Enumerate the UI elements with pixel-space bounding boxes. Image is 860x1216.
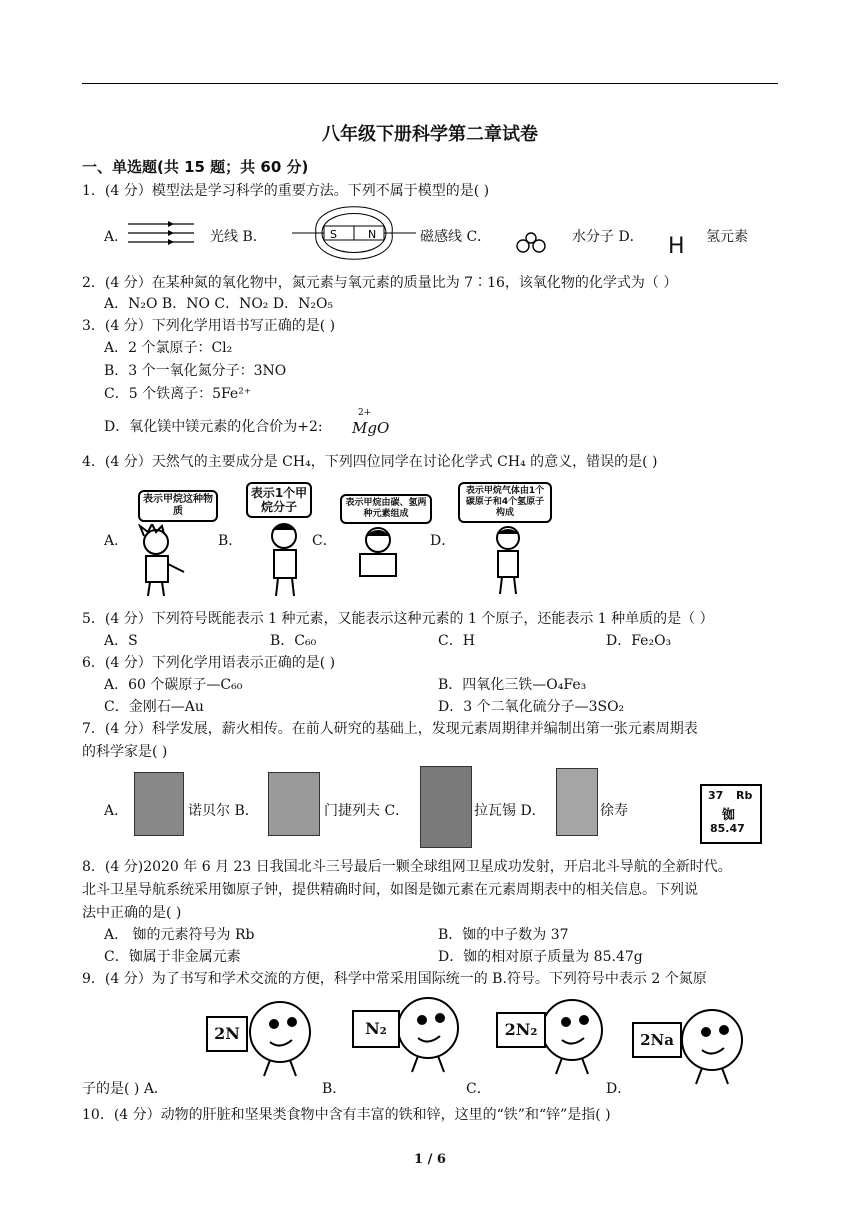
- question-2-stem: 2．(4 分）在某种氮的氧化物中，氮元素与氧元素的质量比为 7∶16，该氧化物的化学式为（ ）: [82, 275, 678, 291]
- question-4-stem: 4．(4 分）天然气的主要成分是 CH₄，下列四位同学在讨论化学式 CH₄ 的意义，错误的是( ): [82, 454, 658, 470]
- water-molecule-icon: [514, 232, 548, 254]
- magnet-n-label: N: [368, 228, 377, 241]
- question-1-stem: 1．(4 分）模型法是学习科学的重要方法。下列不属于模型的是( ): [82, 183, 490, 199]
- hydrogen-symbol: H: [668, 234, 685, 259]
- q3-option-b: B．3 个一氧化氮分子：3NO: [104, 363, 287, 379]
- mendeleev-portrait: [268, 772, 320, 836]
- q7-option-a: A．: [104, 803, 129, 819]
- q8-option-d: D．铷的相对原子质量为 85.47g: [438, 949, 643, 965]
- speech-bubble-d: 表示甲烷气体由1个碳原子和4个氢原子构成: [458, 482, 552, 523]
- q5-option-c: C．H: [438, 633, 475, 649]
- lavoisier-portrait: [420, 766, 472, 848]
- speech-bubble-b: 表示1个甲烷分子: [246, 482, 312, 518]
- student-d-icon: [486, 524, 530, 594]
- speech-bubble-a: 表示甲烷这种物质: [138, 490, 218, 522]
- q1-option-a: A．: [104, 229, 129, 245]
- element-name: 铷: [722, 808, 736, 823]
- q8-option-a: A． 铷的元素符号为 Rb: [104, 927, 255, 943]
- question-7-stem-2: 的科学家是( ): [82, 744, 168, 760]
- q1-label-field: 磁感线 C．: [420, 229, 492, 245]
- student-c-icon: [350, 526, 406, 580]
- element-symbol: Rb: [736, 789, 753, 802]
- q8-option-c: C．铷属于非金属元素: [104, 949, 241, 965]
- q6-option-d: D．3 个二氧化硫分子—3SO₂: [438, 699, 625, 715]
- q3-option-d: D．氧化镁中镁元素的化合价为+2:: [104, 419, 323, 435]
- rubidium-element-card: [700, 784, 762, 844]
- element-number: 37: [708, 789, 724, 802]
- light-rays-icon: [128, 220, 198, 246]
- question-9-stem-1: 9．(4 分）为了书写和学术交流的方便，科学中常采用国际统一的 B.符号。下列符号中表示 2 个氮原: [82, 971, 707, 987]
- q4-option-d: D．: [430, 533, 456, 549]
- q6-option-a: A．60 个碳原子—C₆₀: [104, 677, 243, 693]
- element-mass: 85.47: [710, 822, 745, 835]
- page-title: 八年级下册科学第二章试卷: [322, 124, 538, 145]
- q9-option-d: D．: [606, 1081, 632, 1097]
- q7-label-mendeleev: 门捷列夫 C．: [324, 803, 410, 819]
- q1-label-water: 水分子 D．: [572, 229, 644, 245]
- q3-charge: 2+: [358, 408, 372, 418]
- question-7-stem-1: 7．(4 分）科学发展，薪火相传。在前人研究的基础上，发现元素周期律并编制出第一张元素周期表: [82, 721, 698, 737]
- question-8-stem-3: 法中正确的是( ): [82, 905, 182, 921]
- q9-option-c: C．: [466, 1081, 491, 1097]
- question-8-stem-1: 8．(4 分)2020 年 6 月 23 日我国北斗三号最后一颗全球组网卫星成功发射，开启北斗导航的全新时代。: [82, 859, 732, 875]
- q6-option-c: C．金刚石—Au: [104, 699, 204, 715]
- header-rule: [82, 83, 778, 84]
- q7-label-xushou: 徐寿: [600, 803, 628, 819]
- section-heading: 一、单选题(共 15 题；共 60 分): [82, 158, 309, 176]
- student-a-icon: [128, 524, 188, 596]
- nobel-portrait: [134, 772, 184, 836]
- q3-option-c: C．5 个铁离子：5Fe²⁺: [104, 386, 252, 402]
- symbol-card-c: 2N₂: [496, 1012, 546, 1048]
- q7-label-nobel: 诺贝尔 B．: [188, 803, 259, 819]
- magnetic-field-icon: [292, 202, 416, 264]
- question-3-stem: 3．(4 分）下列化学用语书写正确的是( ): [82, 318, 336, 334]
- q4-option-c: C．: [312, 533, 337, 549]
- symbol-card-b: N₂: [352, 1010, 400, 1048]
- q5-option-d: D．Fe₂O₃: [606, 633, 672, 649]
- question-5-stem: 5．(4 分）下列符号既能表示 1 种元素，又能表示这种元素的 1 个原子，还能表示 1 种单质的是（ ）: [82, 611, 714, 627]
- magnet-s-label: S: [330, 228, 337, 241]
- q3-formula: MgO: [352, 419, 390, 437]
- q8-option-b: B．铷的中子数为 37: [438, 927, 569, 943]
- symbol-card-a: 2N: [206, 1016, 248, 1052]
- q3-option-a: A．2 个氯原子：Cl₂: [104, 340, 233, 356]
- q5-option-a: A．S: [104, 633, 138, 649]
- question-8-stem-2: 北斗卫星导航系统采用铷原子钟，提供精确时间，如图是铷元素在元素周期表中的相关信息。下列说: [82, 882, 698, 898]
- xu-shou-portrait: [556, 768, 598, 836]
- q7-label-lavoisier: 拉瓦锡 D．: [474, 803, 546, 819]
- question-9-stem-2: 子的是( ) A．: [82, 1081, 168, 1097]
- q1-label-hydrogen: 氢元素: [706, 229, 748, 245]
- student-b-icon: [262, 520, 312, 596]
- q1-label-light: 光线 B．: [210, 229, 267, 245]
- symbol-card-d: 2Na: [632, 1022, 682, 1058]
- page-number: 1 / 6: [414, 1152, 446, 1167]
- q5-option-b: B．C₆₀: [270, 633, 317, 649]
- question-10-stem: 10．(4 分）动物的肝脏和坚果类食物中含有丰富的铁和锌，这里的“铁”和“锌”是指( ): [82, 1107, 611, 1123]
- q2-options: A．N₂O B．NO C．NO₂ D．N₂O₅: [104, 296, 334, 312]
- q6-option-b: B．四氧化三铁—O₄Fe₃: [438, 677, 587, 693]
- q4-option-b: B．: [218, 533, 243, 549]
- speech-bubble-c: 表示甲烷由碳、氢两种元素组成: [340, 494, 432, 524]
- q9-option-b: B．: [322, 1081, 347, 1097]
- q4-option-a: A．: [104, 533, 129, 549]
- question-6-stem: 6．(4 分）下列化学用语表示正确的是( ): [82, 655, 336, 671]
